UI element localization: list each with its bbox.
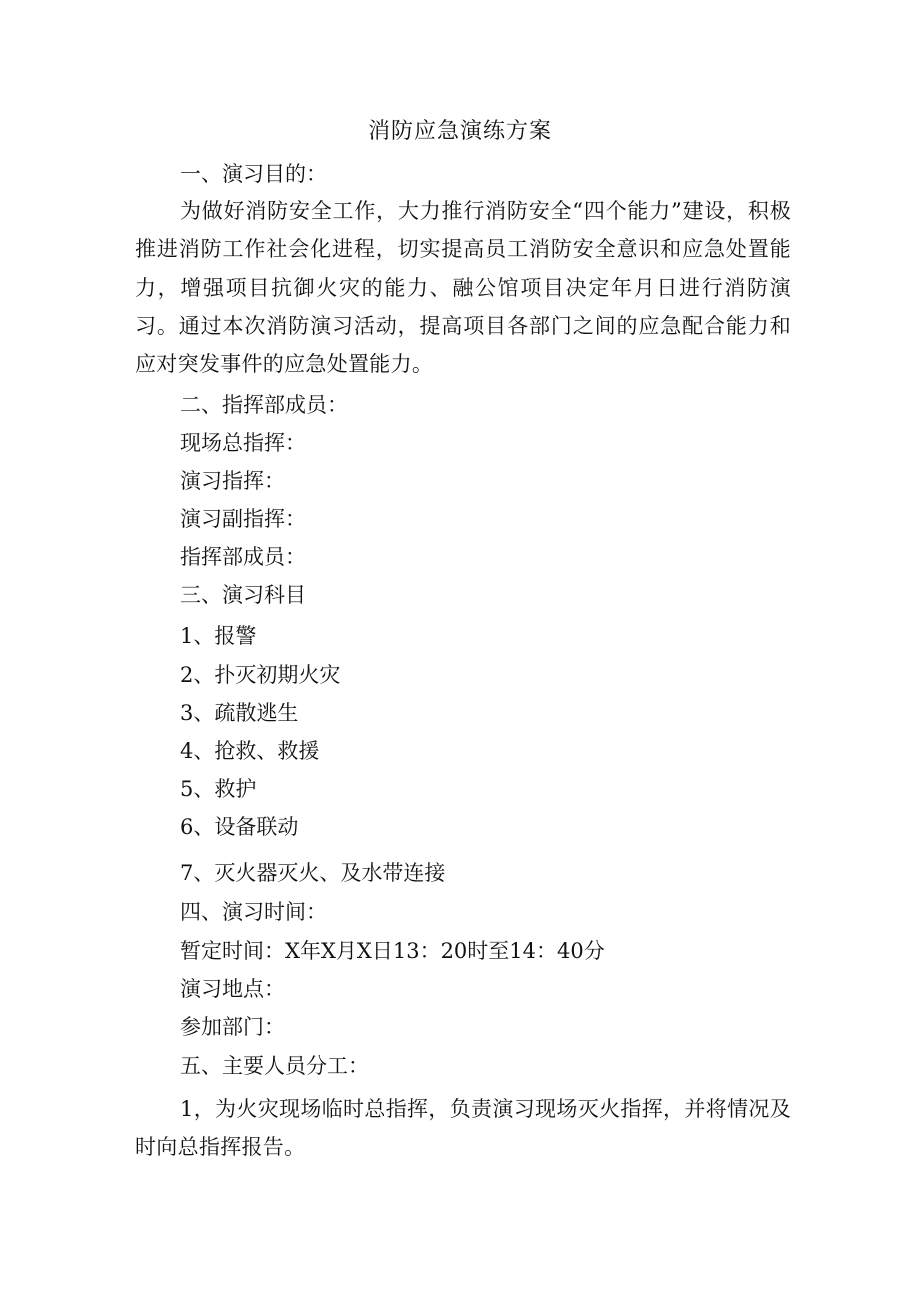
section-1-heading: 一、演习目的： [180, 162, 327, 186]
list-item: 参加部门： [180, 1015, 285, 1039]
list-item: 7、灭火器灭火、及水带连接 [180, 861, 446, 885]
list-item: 暂定时间：X年X月X日13：20时至14：40分 [180, 939, 605, 963]
list-item: 2、扑灭初期火灾 [180, 663, 341, 687]
list-item: 演习指挥： [180, 469, 285, 493]
list-item: 演习地点： [180, 977, 285, 1001]
list-item: 1、报警 [180, 624, 257, 648]
list-item: 4、抢救、救援 [180, 739, 320, 763]
document-title: 消防应急演练方案 [367, 119, 552, 144]
list-item: 现场总指挥： [180, 431, 306, 455]
section-4-heading: 四、演习时间： [180, 900, 327, 924]
section-2-heading: 二、指挥部成员： [180, 393, 348, 417]
list-item: 演习副指挥： [180, 507, 306, 531]
section-5-paragraph: 1，为火灾现场临时总指挥，负责演习现场灭火指挥，并将情况及时向总指挥报告。 [135, 1097, 791, 1160]
section-1-paragraph: 为做好消防安全工作，大力推行消防安全“四个能力”建设，积极推进消防工作社会化进程，切实提高员工消防安全意识和应急处置能力，增强项目抗御火灾的能力、融公馆项目决定年月日进行消防演习。通过本次消防演习活动，提高项目各部门之间的应急配合能力和应对突发事件的应急处置能力。 [135, 199, 791, 377]
list-item: 指挥部成员： [180, 545, 306, 569]
section-5-heading: 五、主要人员分工： [180, 1054, 369, 1078]
list-item: 6、设备联动 [180, 815, 299, 839]
section-3-heading: 三、演习科目 [180, 583, 306, 607]
list-item: 5、救护 [180, 777, 257, 801]
list-item: 3、疏散逃生 [180, 701, 299, 725]
